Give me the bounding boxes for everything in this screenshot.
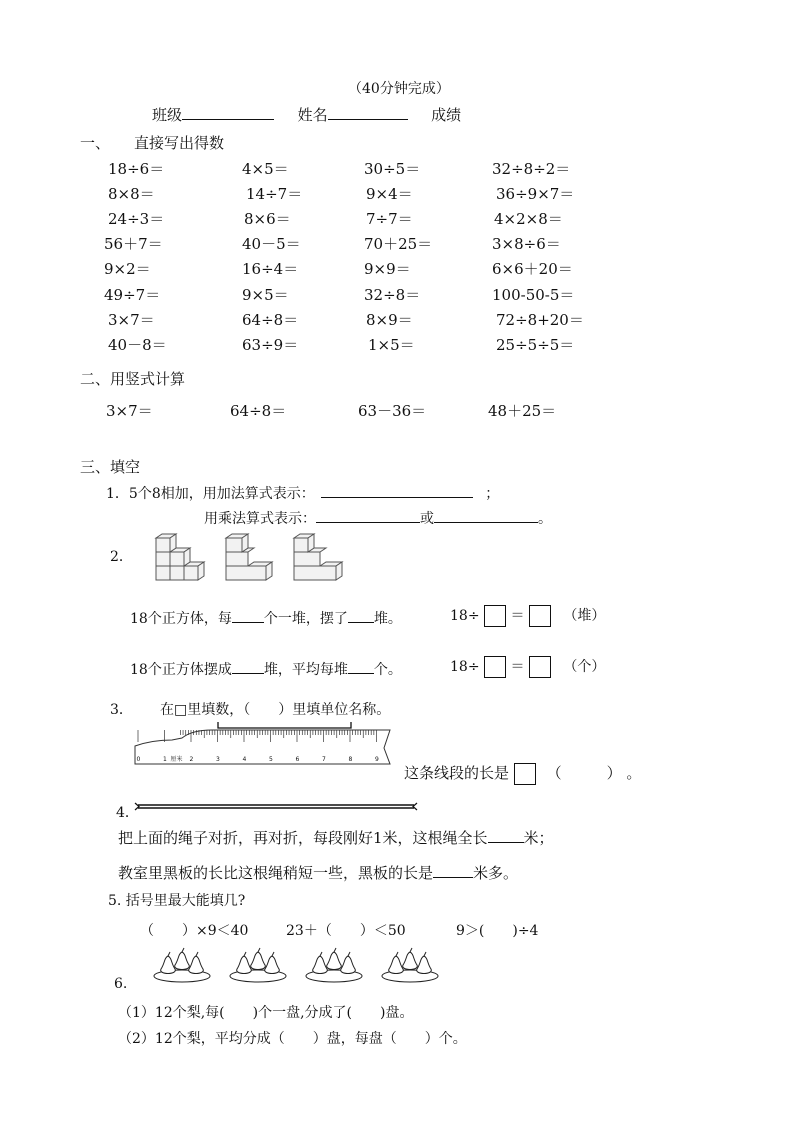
pear-plate xyxy=(154,948,210,982)
pear-icon xyxy=(313,956,328,974)
q6-line1: （1）12个梨,每( )个一盘,分成了( )盘。 xyxy=(118,1005,414,1021)
pear-plates xyxy=(152,946,442,986)
q4-text: 教室里黑板的长比这根绳稍短一些，黑板的长是 xyxy=(118,864,434,882)
calc-item: 9×4＝ xyxy=(366,185,413,203)
answer-box[interactable] xyxy=(484,656,506,678)
q1-text: 1．5个8相加，用加法算式表示： xyxy=(106,486,315,502)
q2-text: 堆，平均每堆 xyxy=(263,662,348,678)
ruler xyxy=(132,720,396,768)
pear-icon xyxy=(265,956,280,974)
q3-unit-paren[interactable]: （ ） xyxy=(546,764,622,782)
calc-item: 40－8＝ xyxy=(108,336,167,354)
q2-line1 xyxy=(130,608,402,628)
calc-item: 9×9＝ xyxy=(364,260,411,278)
q1-text2: 用乘法算式表示： xyxy=(204,511,316,527)
ruler-tick-label: 3 xyxy=(216,756,220,763)
calc-item: 6×6＋20＝ xyxy=(492,260,573,278)
class-blank[interactable] xyxy=(182,105,274,120)
ruler-tick-label: 6 xyxy=(295,756,300,763)
calc-item: 3×7＝ xyxy=(108,311,155,329)
answer-box[interactable] xyxy=(529,605,551,627)
vertical-calc-item: 64÷8＝ xyxy=(230,402,287,420)
calc-row xyxy=(0,183,800,203)
q2-unit2: （个） xyxy=(563,659,606,675)
q2-line2 xyxy=(130,659,402,679)
pear-icon xyxy=(161,956,176,974)
rope-figure xyxy=(134,800,418,812)
ruler-tick-label: 0 xyxy=(136,756,141,763)
calc-row xyxy=(0,309,800,329)
calc-item: 25÷5÷5＝ xyxy=(496,336,575,354)
q2-equation-1 xyxy=(450,605,605,627)
q1-semicolon: ； xyxy=(485,486,500,502)
calc-item: 18÷6＝ xyxy=(108,160,165,178)
ruler-tick-label: 4 xyxy=(242,756,247,763)
name-label: 姓名 xyxy=(297,106,328,124)
q2-unit1: （堆） xyxy=(563,608,606,624)
q4-blank-1[interactable] xyxy=(488,828,524,843)
q4-blank-2[interactable] xyxy=(433,863,473,878)
calc-item: 8×8＝ xyxy=(108,185,155,203)
q5-expr-3[interactable]: 9＞( )÷4 xyxy=(456,923,539,939)
calc-item: 72÷8+20＝ xyxy=(496,311,584,329)
q1-line1 xyxy=(106,483,499,503)
q4-text-end: 米多。 xyxy=(473,864,519,882)
answer-box[interactable] xyxy=(484,605,506,627)
calc-row xyxy=(0,158,800,178)
vertical-calc-item: 48＋25＝ xyxy=(488,402,557,420)
q2-blank-1[interactable] xyxy=(232,608,264,623)
calc-item: 16÷4＝ xyxy=(242,260,299,278)
name-blank[interactable] xyxy=(328,105,408,120)
q5-title: 5. 括号里最大能填几? xyxy=(108,893,246,909)
q2-text: 18个正方体摆成 xyxy=(130,662,232,678)
q2-text: 18个正方体，每 xyxy=(130,611,232,627)
pear-icon xyxy=(327,952,342,970)
q5-expr-1[interactable]: （ ）×9＜40 xyxy=(140,923,249,939)
q1-mult-blank-1[interactable] xyxy=(316,508,420,523)
pear-icon xyxy=(389,956,404,974)
pear-icon xyxy=(237,956,252,974)
q2-number: 2． xyxy=(110,549,133,565)
q3-answer-text: 这条线段的长是 xyxy=(404,764,510,782)
length-box[interactable] xyxy=(514,763,536,785)
q2-text: 个一堆，摆了 xyxy=(263,611,348,627)
calc-item: 64÷8＝ xyxy=(242,311,299,329)
calc-item: 36÷9×7＝ xyxy=(496,185,575,203)
section1-title: 直接写出得数 xyxy=(134,134,225,152)
calc-item: 32÷8＝ xyxy=(364,286,421,304)
q4-number: 4． xyxy=(116,805,139,821)
q2-blank-2[interactable] xyxy=(348,608,374,623)
ruler-tick-label: 9 xyxy=(375,756,379,763)
q1-or: 或 xyxy=(420,511,434,527)
pear-icon xyxy=(341,956,356,974)
q3-instruction: 在□里填数，（ ）里填单位名称。 xyxy=(160,702,391,718)
q6-number: 6. xyxy=(114,976,128,992)
q2-text: 堆。 xyxy=(373,611,402,627)
calc-item: 8×6＝ xyxy=(244,210,291,228)
calc-item: 9×2＝ xyxy=(104,260,151,278)
q2-eq-equals: ＝ xyxy=(510,659,525,675)
ruler-tick-label: 1 xyxy=(163,756,167,763)
section3-title: 三、填空 xyxy=(80,458,141,476)
calc-row xyxy=(0,208,800,228)
class-label: 班级 xyxy=(152,106,183,124)
ruler-tick-label: 7 xyxy=(322,756,326,763)
ruler-tick-label: 2 xyxy=(189,756,194,763)
q3-number: 3． xyxy=(110,702,133,718)
calc-item: 7÷7＝ xyxy=(366,210,413,228)
calc-row xyxy=(0,233,800,253)
pear-icon xyxy=(403,952,418,970)
vertical-calc-item: 3×7＝ xyxy=(106,402,153,420)
calc-item: 14÷7＝ xyxy=(246,185,303,203)
q4-line2 xyxy=(118,862,518,883)
q2-eq-prefix: 18÷ xyxy=(450,659,480,675)
q1-period: 。 xyxy=(538,511,552,527)
section2-title: 二、用竖式计算 xyxy=(80,370,186,388)
calc-item: 24÷3＝ xyxy=(108,210,165,228)
calc-item: 9×5＝ xyxy=(242,286,289,304)
pear-plate xyxy=(306,948,362,982)
ruler-tick-label: 5 xyxy=(269,756,273,763)
calc-item: 32÷8÷2＝ xyxy=(492,160,571,178)
ruler-tick-label: 8 xyxy=(348,756,353,763)
calc-item: 4×2×8＝ xyxy=(494,210,563,228)
calc-item: 30÷5＝ xyxy=(364,160,421,178)
q2-eq-prefix: 18÷ xyxy=(450,608,480,624)
q3-answer xyxy=(404,762,641,785)
calc-row xyxy=(0,334,800,354)
q5-expr-2[interactable]: 23＋（ ）＜50 xyxy=(286,923,406,939)
calc-item: 8×9＝ xyxy=(366,311,413,329)
q2-blank-3[interactable] xyxy=(232,659,264,674)
q2-blank-4[interactable] xyxy=(348,659,374,674)
q1-addition-blank[interactable] xyxy=(321,483,473,498)
q1-mult-blank-2[interactable] xyxy=(434,508,538,523)
cube-figures xyxy=(152,532,352,588)
calc-row xyxy=(0,258,800,278)
pear-icon xyxy=(251,952,266,970)
pear-icon xyxy=(175,952,190,970)
vertical-calc-row xyxy=(0,400,800,420)
q4-line1 xyxy=(118,827,554,848)
calc-item: 1×5＝ xyxy=(368,336,415,354)
q1-line2 xyxy=(204,508,552,528)
pear-plate xyxy=(230,948,286,982)
q4-text-end: 米； xyxy=(523,829,554,847)
calc-item: 56＋7＝ xyxy=(104,235,163,253)
q2-eq-equals: ＝ xyxy=(510,608,525,624)
calc-item: 4×5＝ xyxy=(242,160,289,178)
pear-icon xyxy=(417,956,432,974)
vertical-calc-item: 63－36＝ xyxy=(358,402,427,420)
answer-box[interactable] xyxy=(529,656,551,678)
q3-period: 。 xyxy=(626,764,642,782)
q2-text: 个。 xyxy=(373,662,402,678)
calc-item: 3×8÷6＝ xyxy=(492,235,561,253)
calc-item: 70＋25＝ xyxy=(364,235,433,253)
calc-item: 63÷9＝ xyxy=(242,336,299,354)
score-label: 成绩 xyxy=(431,106,462,124)
ruler-unit-label: 厘米 xyxy=(170,756,183,763)
section1-number: 一、 xyxy=(80,134,111,152)
calc-item: 40－5＝ xyxy=(242,235,301,253)
pear-plate xyxy=(382,948,438,982)
calc-item: 49÷7＝ xyxy=(104,286,161,304)
time-note: （40分钟完成） xyxy=(348,81,450,97)
pear-icon xyxy=(189,956,204,974)
q6-line2: （2）12个梨，平均分成（ ）盘，每盘（ ）个。 xyxy=(118,1031,467,1047)
calc-row xyxy=(0,284,800,304)
info-line xyxy=(152,104,461,125)
q2-equation-2 xyxy=(450,656,605,678)
q4-text: 把上面的绳子对折，再对折，每段刚好1米，这根绳全长 xyxy=(118,829,488,847)
calc-item: 100-50-5＝ xyxy=(492,286,575,304)
